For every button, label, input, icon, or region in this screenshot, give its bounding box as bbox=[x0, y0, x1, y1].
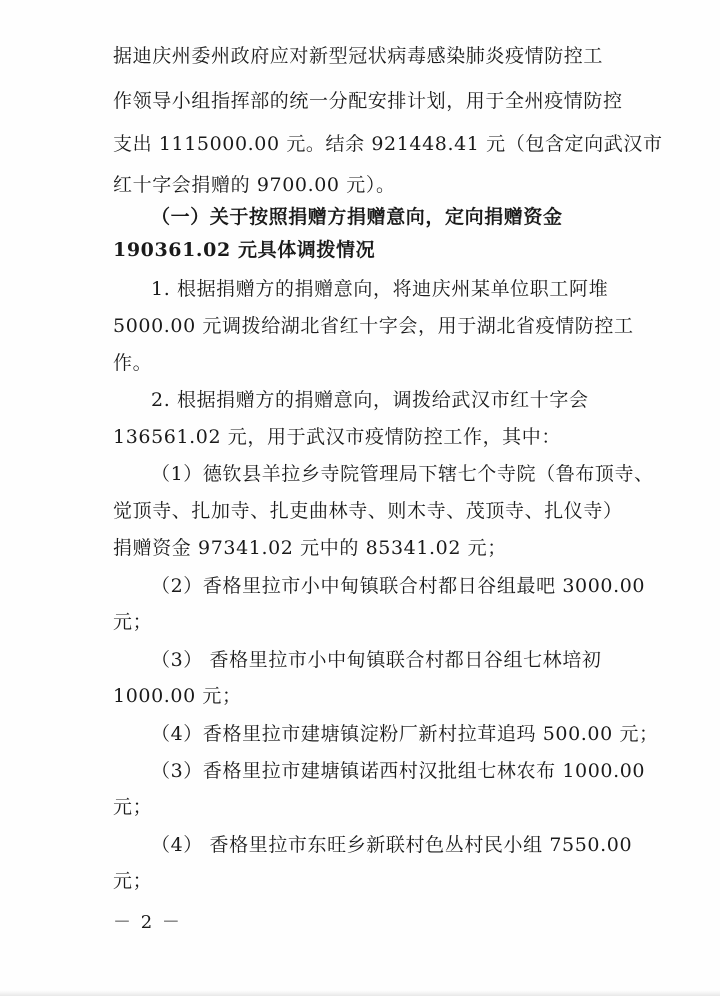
text-line: 支出 1115000.00 元。结余 921448.41 元（包含定向武汉市 bbox=[113, 133, 663, 155]
list-item: （4） 香格里拉市东旺乡新联村色丛村民小组 7550.00 bbox=[151, 834, 633, 856]
text-line: 据迪庆州委州政府应对新型冠状病毒感染肺炎疫情防控工 bbox=[113, 45, 604, 67]
text-line: 元； bbox=[113, 796, 153, 818]
text-line: 元； bbox=[113, 870, 153, 892]
text-line: 136561.02 元，用于武汉市疫情防控工作，其中： bbox=[113, 426, 561, 448]
text-line: 红十字会捐赠的 9700.00 元）。 bbox=[113, 174, 396, 196]
text-line: 1000.00 元； bbox=[113, 685, 242, 707]
text-line: 作。 bbox=[113, 352, 153, 374]
list-item: （3）香格里拉市建塘镇诺西村汉批组七林农布 1000.00 bbox=[151, 760, 646, 782]
section-heading: （一）关于按照捐赠方捐赠意向，定向捐赠资金 bbox=[151, 206, 563, 228]
text-line: 觉顶寺、扎加寺、扎吏曲林寺、则木寺、茂顶寺、扎仪寺） bbox=[113, 500, 623, 522]
text-line: 捐赠资金 97341.02 元中的 85341.02 元； bbox=[113, 537, 507, 559]
section-heading-cont: 190361.02 元具体调拨情况 bbox=[113, 239, 376, 261]
text-line: 作领导小组指挥部的统一分配安排计划，用于全州疫情防控 bbox=[113, 90, 623, 112]
list-item: （3） 香格里拉市小中甸镇联合村都日谷组七林培初 bbox=[151, 649, 602, 671]
list-item: （1）德钦县羊拉乡寺院管理局下辖七个寺院（鲁布顶寺、 bbox=[151, 463, 654, 485]
text-line: 元； bbox=[113, 611, 153, 633]
text-line: 2. 根据捐赠方的捐赠意向，调拨给武汉市红十字会 bbox=[151, 389, 589, 411]
list-item: （2）香格里拉市小中甸镇联合村都日谷组最吧 3000.00 bbox=[151, 575, 646, 597]
text-line: 1. 根据捐赠方的捐赠意向，将迪庆州某单位职工阿堆 bbox=[151, 278, 609, 300]
text-line: 5000.00 元调拨给湖北省红十字会，用于湖北省疫情防控工 bbox=[113, 315, 634, 337]
page-edge bbox=[0, 990, 720, 996]
list-item: （4）香格里拉市建塘镇淀粉厂新村拉茸追玛 500.00 元； bbox=[151, 723, 659, 745]
page-number: － 2 － bbox=[113, 912, 182, 933]
